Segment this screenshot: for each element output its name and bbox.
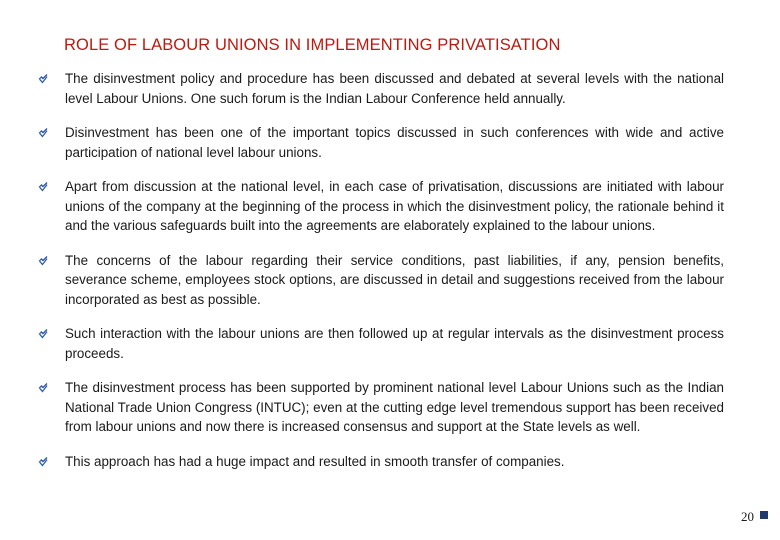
bullet-text: The disinvestment policy and procedure has been discussed and debated at several levels with the national level Labour Unions. One such forum is the Indian Labour Conference held annually. <box>65 71 724 106</box>
bullet-item <box>38 378 724 437</box>
bullet-item <box>38 123 724 162</box>
slide-title: ROLE OF LABOUR UNIONS IN IMPLEMENTING PRIVATISATION <box>64 36 561 54</box>
bullet-text: Apart from discussion at the national level, in each case of privatisation, discussions are initiated with labour unions of the company at the beginning of the process in which the disinvestment policy, the rationale behind it and the various safeguards built into the agreements are elaborately explained to the labour unions. <box>65 179 724 233</box>
bullet-item <box>38 324 724 363</box>
bullet-text: The disinvestment process has been supported by prominent national level Labour Unions such as the Indian National Trade Union Congress (INTUC); even at the cutting edge level tremendous support has been received from labour unions and now there is increased consensus and support at the State levels as well. <box>65 380 724 434</box>
page-number: 20 <box>741 509 754 524</box>
diamond-checkmark-icon <box>38 74 48 84</box>
diamond-checkmark-icon <box>38 383 48 393</box>
diamond-checkmark-icon <box>38 457 48 467</box>
diamond-checkmark-icon <box>38 182 48 192</box>
bullet-text: The concerns of the labour regarding their service conditions, past liabilities, if any, pension benefits, severance scheme, employees stock options, are discussed in detail and suggestions received from the labour incorporated as best as possible. <box>65 252 724 307</box>
diamond-checkmark-icon <box>38 128 48 138</box>
bullet-text: This approach has had a huge impact and resulted in smooth transfer of companies. <box>65 453 565 469</box>
bullet-item <box>38 452 724 472</box>
diamond-checkmark-icon <box>38 256 48 266</box>
bullet-item <box>38 251 724 310</box>
diamond-checkmark-icon <box>38 329 48 339</box>
bullet-list <box>38 69 724 486</box>
bullet-text: Such interaction with the labour unions are then followed up at regular intervals as the disinvestment process proceeds. <box>65 326 724 361</box>
bullet-text: Disinvestment has been one of the important topics discussed in such conferences with wide and active participation of national level labour unions. <box>65 125 724 160</box>
footer-square-icon <box>760 511 768 519</box>
bullet-item <box>38 69 724 108</box>
bullet-item <box>38 177 724 236</box>
